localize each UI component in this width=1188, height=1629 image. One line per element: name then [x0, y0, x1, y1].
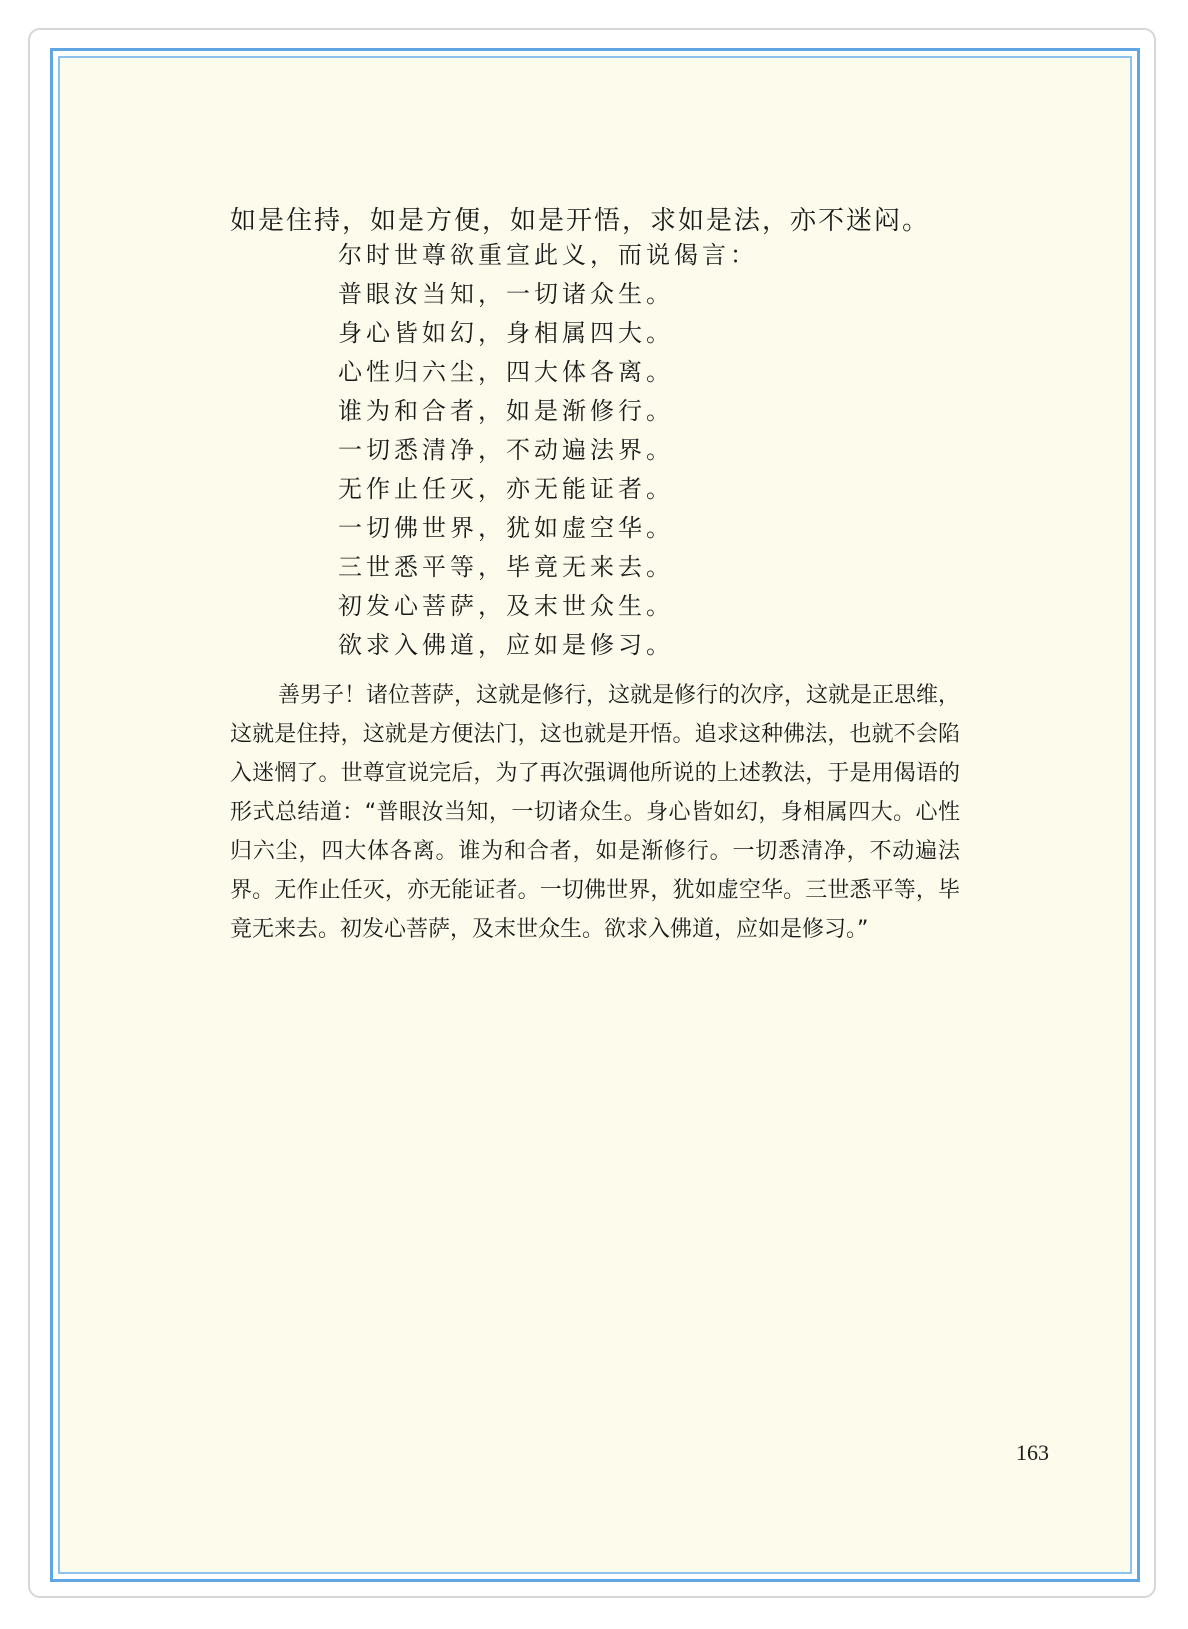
verse-line: 三世悉平等，毕竟无来去。: [338, 553, 674, 581]
page-number: 163: [1016, 1440, 1049, 1465]
verse-line: 心性归六尘，四大体各离。: [338, 358, 674, 386]
verse-line: 谁为和合者，如是渐修行。: [338, 397, 674, 425]
translation-paragraph: 善男子！诸位菩萨，这就是修行，这就是修行的次序，这就是正思维，这就是住持，这就是方便法门，这也就是开悟。追求这种佛法，也就不会陷入迷惘了。世尊宣说完后，为了再次强调他所说的上述教法，于是用偈语的形式总结道：“普眼汝当知，一切诸众生。身心皆如幻，身相属四大。心性归六尘，四大体各离。谁为和合者，如是渐修行。一切悉清净，不动遍法界。无作止任灭，亦无能证者。一切佛世界，犹如虚空华。三世悉平等，毕竟无来去。初发心菩萨，及末世众生。欲求入佛道，应如是修习。”: [230, 683, 961, 942]
verse-line: 无作止任灭，亦无能证者。: [338, 475, 674, 503]
verse-line: 一切佛世界，犹如虚空华。: [338, 514, 674, 542]
verse-line: 尔时世尊欲重宣此义，而说偈言：: [338, 241, 758, 269]
verse-line: 普眼汝当知，一切诸众生。: [338, 280, 674, 308]
verse-line: 欲求入佛道，应如是修习。: [338, 631, 674, 659]
verse-line: 一切悉清净，不动遍法界。: [338, 436, 674, 464]
verse-lead-line: 如是住持，如是方便，如是开悟，求如是法，亦不迷闷。: [230, 206, 931, 236]
verse-line: 初发心菩萨，及末世众生。: [338, 592, 674, 620]
verse-line: 身心皆如幻，身相属四大。: [338, 319, 674, 347]
verse-block: [338, 236, 758, 665]
